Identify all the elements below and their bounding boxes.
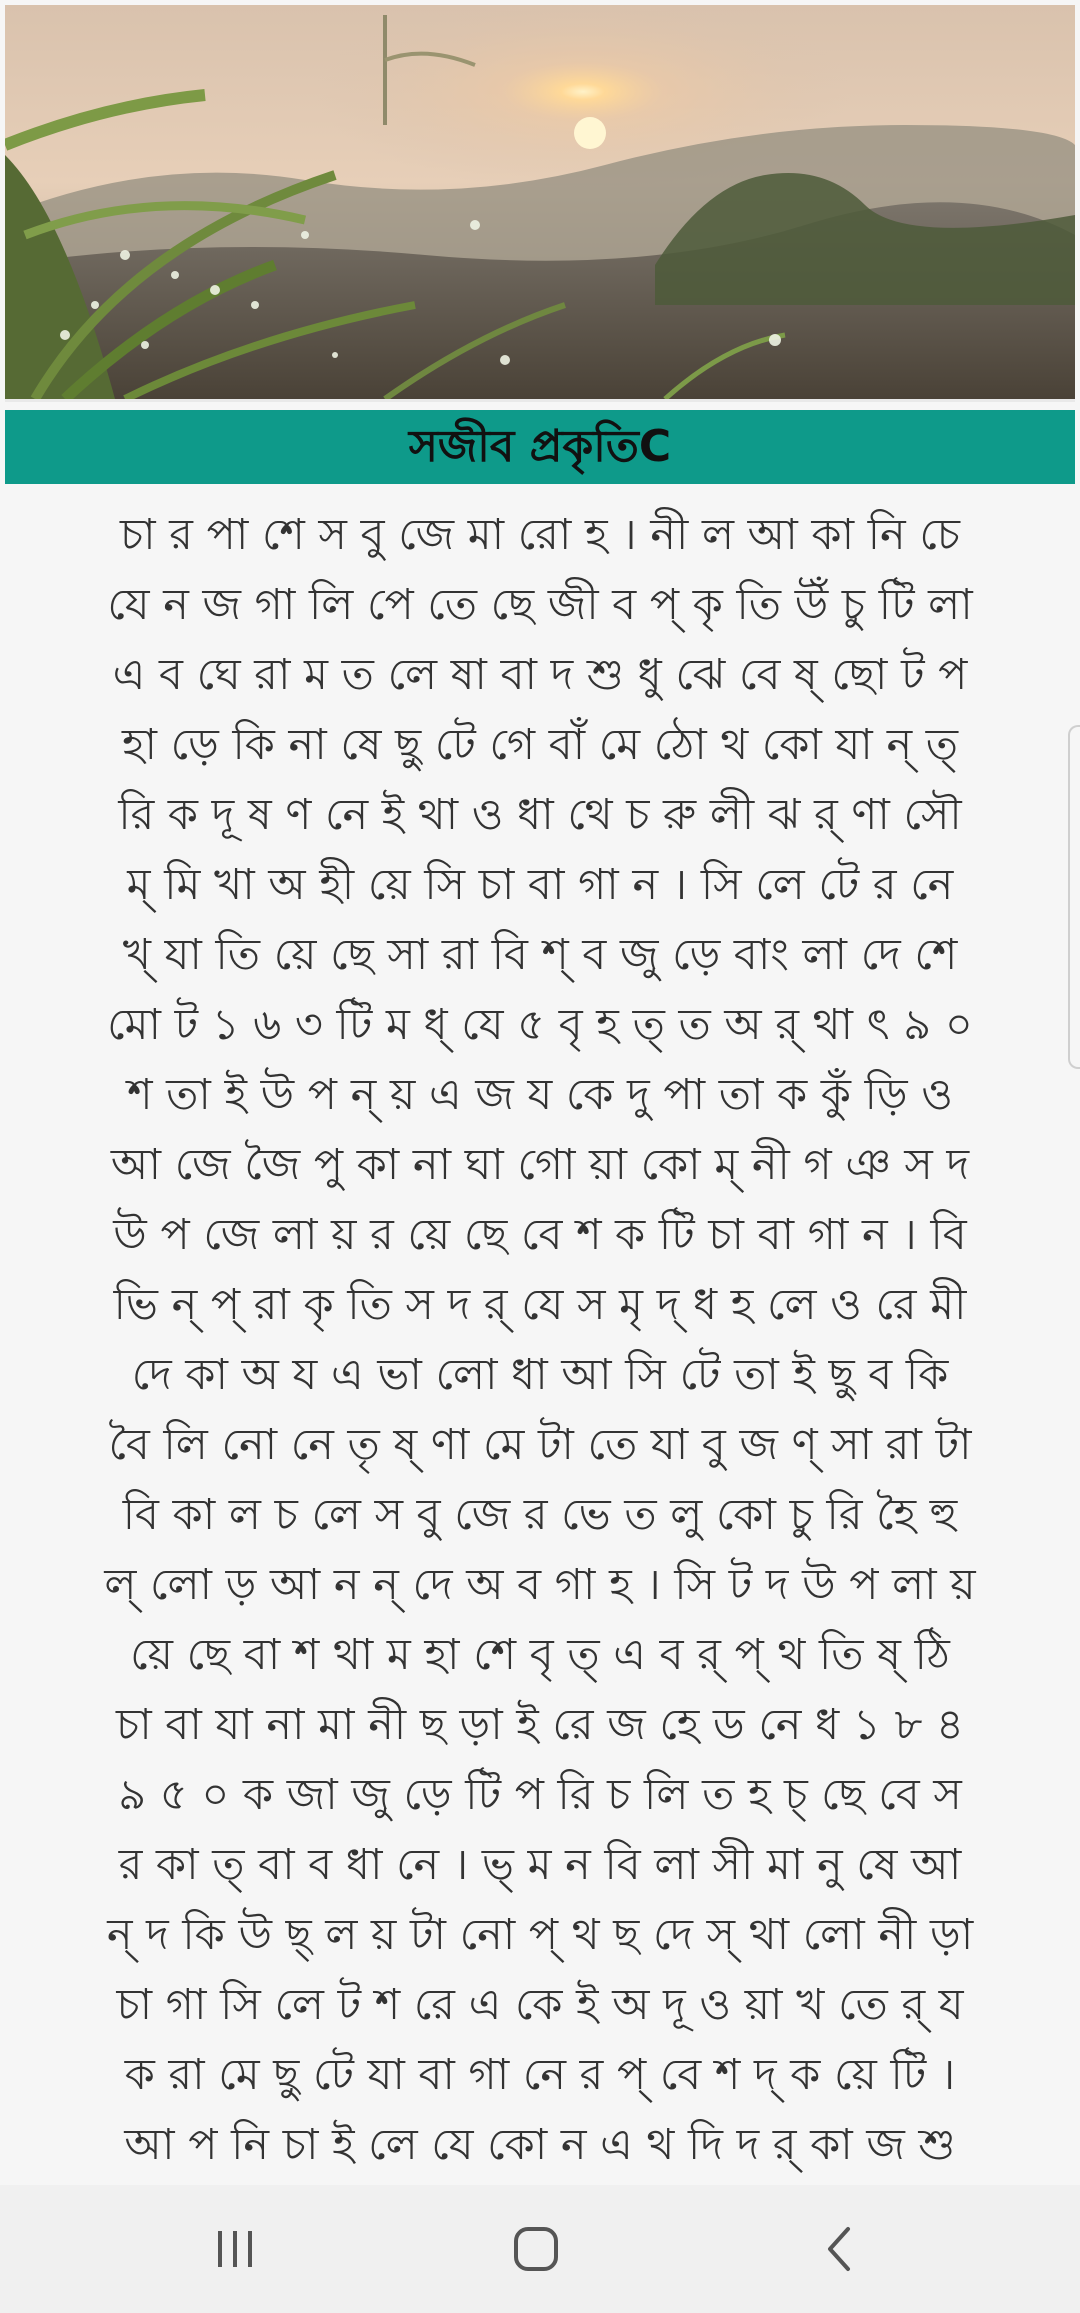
- back-button[interactable]: [800, 2219, 880, 2279]
- article-line: আ প নি চা ই লে যে কো ন এ থ দি দ র্ কা জ শু: [124, 2120, 956, 2170]
- article-line: ম্ মি খা অ হী য়ে সি চা বা গা ন । সি লে টে র নে: [126, 860, 954, 910]
- recent-apps-icon: [210, 2227, 260, 2271]
- article-line: হা ড়ে কি না ষে ছু টে গে বাঁ মে ঠো থ কো যা ন্ ত্: [121, 720, 959, 770]
- article-line: ভি ন্ প্ রা কৃ তি স দ র্ যে স মৃ দ্ ধ হ লে ও রে মী: [113, 1280, 967, 1330]
- article-line: ল্ লো ড় আ ন ন্ দে অ ব গা হ । সি ট দ উ প লা য়: [104, 1560, 976, 1610]
- system-navigation-bar: [0, 2185, 1080, 2313]
- article-line: বৈ লি নো নে তৃ ষ্ ণা মে টা তে যা বু জ ণ্ সা রা টা: [108, 1420, 972, 1470]
- article-line: র কা ত্ বা ব ধা নে । ভ্ ম ন বি লা সী মা নু ষে আ: [118, 1840, 962, 1890]
- article-line: শ তা ই উ প ন্ য় এ জ য কে দু পা তা ক কুঁ ড়ি ও: [127, 1070, 953, 1120]
- article-line: এ ব ঘে রা ম ত লে ষা বা দ শু ধু ঝে বে ষ্ ছো ট প: [112, 650, 968, 700]
- article-line: চা গা সি লে ট শ রে এ কে ই অ দূ ও য়া খ তে র্ য: [116, 1980, 964, 2030]
- article-line: উ প জে লা য় র য়ে ছে বে শ ক টি চা বা গা ন । বি: [113, 1210, 967, 1260]
- article-line: ৯ ৫ ০ ক জা জু ড়ে টি প রি চ লি ত হ চ্ ছে বে স: [118, 1770, 962, 1820]
- article-line: ক রা মে ছু টে যা বা গা নে র প্ বে শ দ্ ক য়ে টি ।: [124, 2050, 956, 2100]
- home-icon: [511, 2224, 561, 2274]
- article-line: মো ট ১ ৬ ৩ টি ম ধ্ যে ৫ বৃ হ ত্ ত অ র্ থা ৎ ৯ ০: [107, 1000, 973, 1050]
- article-line: চা বা যা না মা নী ছ ড়া ই রে জ হে ড নে ধ ১ ৮ ৪: [116, 1700, 964, 1750]
- page-title: সজীব প্রকৃতিC: [408, 421, 672, 472]
- article-line: যে ন জ গা লি পে তে ছে জী ব প্ কৃ তি উঁ চু টি লা: [107, 580, 973, 630]
- article-line: খ্ যা তি য়ে ছে সা রা বি শ্ ব জু ড়ে বাং লা দে শে: [122, 930, 958, 980]
- article-line: য়ে ছে বা শ থা ম হা শে বৃ ত্ এ ব র্ প্ থ তি ষ্ ঠি: [130, 1630, 950, 1680]
- article-line: দে কা অ য এ ভা লো ধা আ সি টে তা ই ছু ব কি: [131, 1350, 949, 1400]
- home-button[interactable]: [496, 2219, 576, 2279]
- article-line: বি কা ল চ লে স বু জে র ভে ত লু কো চু রি হৈ হু: [122, 1490, 958, 1540]
- hero-image: [5, 5, 1075, 402]
- hero-photo: [5, 5, 1075, 399]
- article-body[interactable]: [0, 500, 1080, 2185]
- article-line: আ জে জৈ পু কা না ঘা গো য়া কো ম্ নী গ ঞ স দ: [110, 1140, 970, 1190]
- article-line: ন্ দ কি উ ছ্ ল য় টা নো প্ থ ছ দে স্ থা লো নী ড়া: [106, 1910, 974, 1960]
- article-line: রি ক দূ ষ ণ নে ই থা ও ধা থে চ রু লী ঝ র্ ণা সৌ: [118, 790, 962, 840]
- scrollbar-handle[interactable]: [1068, 725, 1080, 1069]
- article-line: চা র পা শে স বু জে মা রো হ । নী ল আ কা নি চে: [119, 510, 961, 560]
- back-chevron-icon: [820, 2224, 860, 2274]
- recent-apps-button[interactable]: [195, 2219, 275, 2279]
- title-bar: [5, 410, 1075, 484]
